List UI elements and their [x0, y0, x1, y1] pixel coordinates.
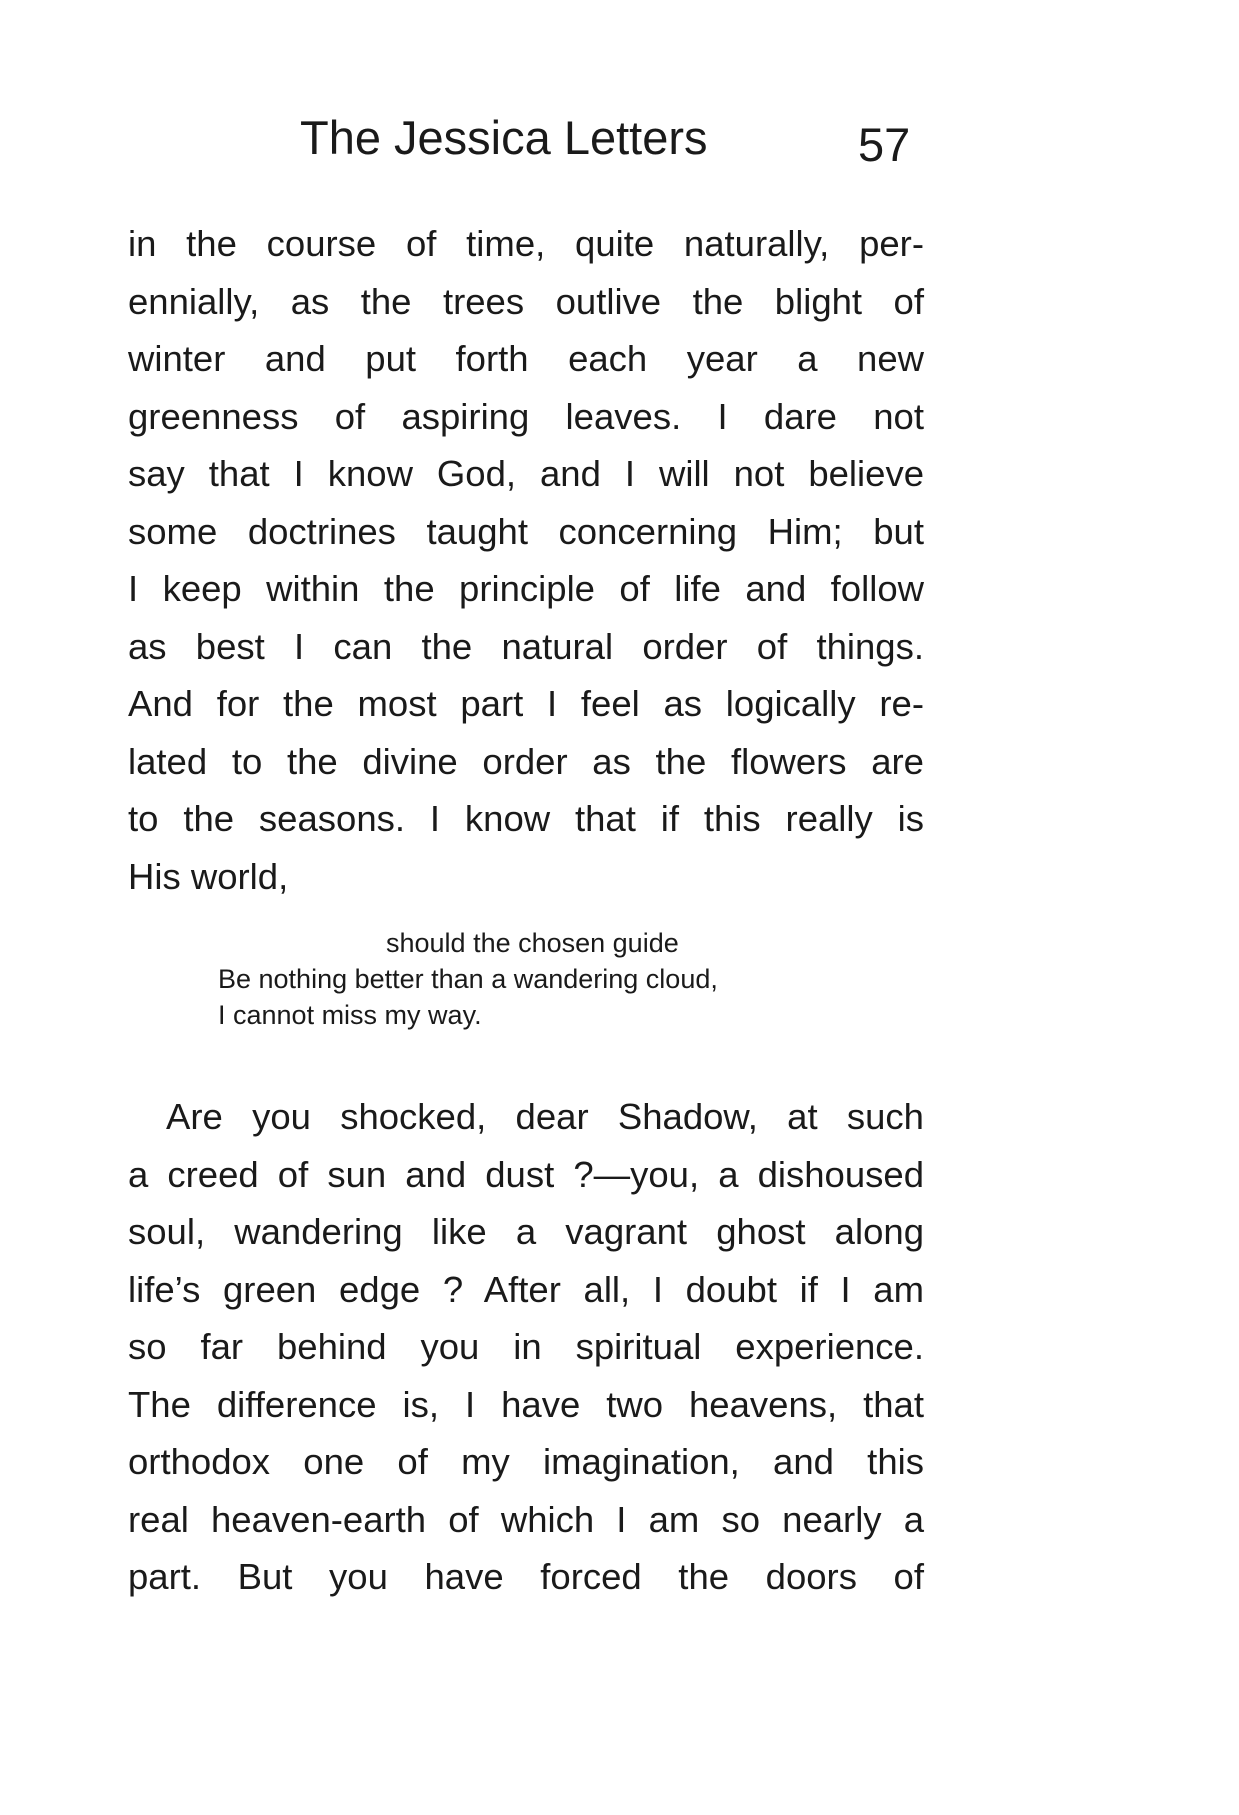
text-line: some doctrines taught concerning Him; but — [128, 510, 924, 552]
text-line: say that I know God, and I will not believe — [128, 453, 924, 494]
page-number: 57 — [858, 118, 911, 171]
text-line: greenness of aspiring leaves. I dare not — [128, 395, 924, 437]
text-line: winter and put forth each year a new — [128, 338, 924, 379]
text-line: And for the most part I feel as logically re- — [128, 683, 924, 724]
verse-quotation — [218, 925, 898, 1033]
text-line: to the seasons. I know that if this really is — [128, 798, 924, 839]
text-line: His world, — [128, 855, 289, 897]
verse-line: Be nothing better than a wandering cloud, — [218, 964, 718, 994]
text-line: soul, wandering like a vagrant ghost along — [128, 1211, 924, 1252]
text-line: real heaven-earth of which I am so nearly a — [128, 1498, 924, 1540]
text-line: in the course of time, quite naturally, per- — [128, 223, 924, 264]
text-line: a creed of sun and dust ?—you, a dishoused — [128, 1153, 924, 1195]
paragraph-1 — [128, 215, 924, 905]
paragraph-2 — [128, 1088, 924, 1606]
verse-line: I cannot miss my way. — [218, 1000, 482, 1030]
verse-line: should the chosen guide — [386, 928, 679, 958]
text-line: lated to the divine order as the flowers are — [128, 740, 924, 782]
text-line: orthodox one of my imagination, and this — [128, 1441, 924, 1482]
text-line: life’s green edge ? After all, I doubt if I am — [128, 1268, 924, 1310]
text-line: Are you shocked, dear Shadow, at such — [166, 1096, 924, 1137]
text-line: ennially, as the trees outlive the blight of — [128, 280, 924, 322]
running-title: The Jessica Letters — [300, 111, 708, 164]
text-line: so far behind you in spiritual experience. — [128, 1326, 924, 1367]
text-line: part. But you have forced the doors of — [128, 1556, 924, 1597]
text-line: The difference is, I have two heavens, that — [128, 1383, 924, 1425]
text-line: as best I can the natural order of things. — [128, 625, 924, 667]
text-line: I keep within the principle of life and follow — [128, 568, 924, 609]
